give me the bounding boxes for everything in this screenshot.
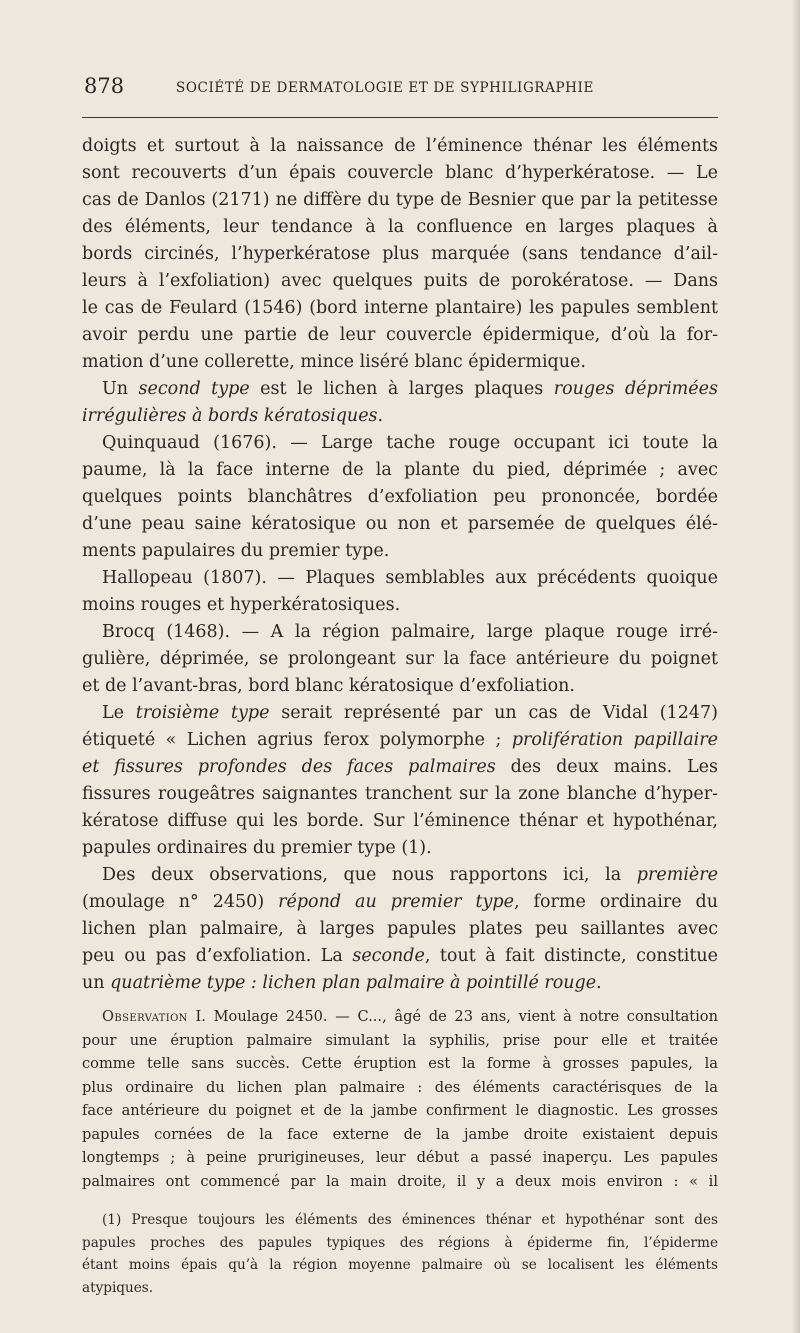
text-segment: fissures rougeâtres saignantes tranchent sur la zone blanche d’hyper- [82, 784, 718, 804]
text-segment: papules cornées de la face externe de la jambe droite existaient depuis [82, 1125, 718, 1143]
text-segment: . [596, 973, 602, 993]
text-line [82, 1232, 718, 1255]
italic-segment: rouges déprimées [553, 379, 718, 399]
text-line [82, 214, 718, 241]
text-line [82, 943, 718, 970]
text-line [82, 268, 718, 295]
text-line [82, 1146, 718, 1170]
text-segment: et de l’avant-bras, bord blanc kératosique d’exfoliation. [82, 676, 575, 696]
running-header [84, 74, 716, 104]
text-line [82, 1209, 718, 1232]
text-segment: bords circinés, l’hyperkératose plus marquée (sans tendance d’ail- [82, 244, 718, 264]
text-line [82, 1277, 718, 1300]
text-line [82, 1076, 718, 1100]
text-segment: ments papulaires du premier type. [82, 541, 390, 561]
text-segment: un [82, 973, 111, 993]
text-line [82, 1099, 718, 1123]
text-line [82, 835, 718, 862]
text-segment: paume, là la face interne de la plante du pied, déprimée ; avec [82, 460, 718, 480]
text-segment: des éléments, leur tendance à la confluence en larges plaques à [82, 217, 718, 237]
text-segment: étant moins épais qu’à la région moyenne palmaire où se localisent les éléments [82, 1257, 718, 1273]
text-segment: Un [102, 379, 139, 399]
text-segment: Quinquaud (1676). — Large tache rouge occupant ici toute la [102, 433, 718, 453]
text-line [82, 349, 718, 376]
text-line [82, 1170, 718, 1194]
text-line [82, 511, 718, 538]
page-edge-shadow [792, 0, 800, 1333]
text-line [82, 646, 718, 673]
observation-label: Observation [102, 1008, 188, 1025]
text-segment: moins rouges et hyperkératosiques. [82, 595, 401, 615]
text-line [82, 133, 718, 160]
italic-segment: première [636, 865, 718, 885]
text-line [82, 322, 718, 349]
text-segment: sont recouverts d’un épais couvercle blanc d’hyperkératose. — Le [82, 163, 718, 183]
text-segment: pour une éruption palmaire simulant la syphilis, prise pour elle et traitée [82, 1031, 718, 1049]
text-line [82, 538, 718, 565]
text-segment: papules proches des papules typiques des régions à épiderme fin, l’épiderme [82, 1234, 718, 1251]
running-title: SOCIÉTÉ DE DERMATOLOGIE ET DE SYPHILIGRAPHIE [176, 80, 594, 96]
italic-segment: et fissures profondes des faces palmaires [82, 757, 496, 777]
italic-segment: second type [138, 379, 250, 399]
text-segment: étiqueté « Lichen agrius ferox polymorphe ; [82, 730, 512, 750]
text-segment: comme telle sans succès. Cette éruption est la forme à grosses papules, la [82, 1055, 718, 1072]
text-segment: quelques points blanchâtres d’exfoliation peu prononcée, bordée [82, 487, 718, 507]
text-line [82, 781, 718, 808]
main-text [82, 133, 718, 997]
text-segment: . [377, 406, 384, 426]
header-rule [82, 117, 718, 118]
text-segment: plus ordinaire du lichen plan palmaire : des éléments caractérisques de la [82, 1078, 718, 1096]
text-segment: des deux mains. Les [495, 757, 719, 777]
text-line [82, 889, 718, 916]
text-line [82, 160, 718, 187]
text-segment: Brocq (1468). — A la région palmaire, large plaque rouge irré- [102, 622, 718, 642]
text-segment: palmaires ont commencé par la main droite, il y a deux mois environ : « il [82, 1172, 718, 1190]
text-line [82, 862, 718, 889]
text-line [82, 457, 718, 484]
italic-segment: irrégulières à bords kératosiques [82, 406, 378, 426]
text-segment: avoir perdu une partie de leur couvercle épidermique, d’où la for- [82, 325, 718, 345]
text-segment: leurs à l’exfoliation) avec quelques puits de porokératose. — Dans [82, 271, 718, 291]
text-segment: , tout à fait distincte, constitue [424, 946, 718, 966]
text-segment: papules ordinaires du premier type (1). [82, 838, 432, 858]
observation-lines [82, 1029, 718, 1194]
text-line [82, 295, 718, 322]
text-line [82, 727, 718, 754]
text-segment: gulière, déprimée, se prolongeant sur la face antérieure du poignet [82, 649, 718, 669]
text-line [82, 376, 718, 403]
text-segment: Le [102, 703, 136, 723]
text-line [82, 592, 718, 619]
text-line [82, 1005, 718, 1029]
text-segment: face antérieure du poignet et de la jambe confirment le diagnostic. Les grosses [82, 1102, 718, 1119]
text-line [82, 619, 718, 646]
text-line [82, 916, 718, 943]
text-segment: mation d’une collerette, mince liséré blanc épidermique. [82, 352, 586, 372]
text-segment: lichen plan palmaire, à larges papules plates peu saillantes avec [82, 919, 718, 939]
footnote [82, 1209, 718, 1299]
text-segment: doigts et surtout à la naissance de l’éminence thénar les éléments [82, 136, 718, 156]
text-line [82, 1123, 718, 1147]
text-segment: cas de Danlos (2171) ne diffère du type de Besnier que par la petitesse [82, 190, 718, 210]
text-line [82, 241, 718, 268]
text-line [82, 430, 718, 457]
italic-segment: répond au premier type [278, 892, 514, 912]
text-segment: serait représenté par un cas de Vidal (1247) [269, 703, 718, 723]
italic-segment: seconde [352, 946, 425, 966]
text-segment: I. Moulage 2450. — C..., âgé de 23 ans, vient à notre consultation [195, 1008, 718, 1025]
text-line [82, 754, 718, 781]
page-number: 878 [84, 74, 125, 98]
text-segment: kératose diffuse qui les borde. Sur l’éminence thénar et hypothénar, [82, 811, 718, 831]
text-line [82, 565, 718, 592]
text-line [82, 1052, 718, 1076]
text-segment: le cas de Feulard (1546) (bord interne plantaire) les papules semblent [82, 298, 718, 318]
text-line [82, 700, 718, 727]
text-segment: atypiques. [82, 1279, 154, 1296]
text-line [82, 403, 718, 430]
italic-segment: quatrième type : lichen plan palmaire à pointillé rouge [110, 973, 597, 993]
text-line [82, 187, 718, 214]
text-line [82, 1254, 718, 1277]
text-line [82, 673, 718, 700]
text-segment: Hallopeau (1807). — Plaques semblables aux précédents quoique [102, 568, 718, 588]
text-line [82, 484, 718, 511]
text-segment: peu ou pas d’exfoliation. La [82, 946, 353, 966]
observation-block [82, 1005, 718, 1193]
text-segment: (1) Presque toujours les éléments des éminences thénar et hypothénar sont des [102, 1212, 718, 1228]
text-segment: d’une peau saine kératosique ou non et parsemée de quelques élé- [82, 514, 718, 534]
text-segment: longtemps ; à peine prurigineuses, leur début a passé inaperçu. Les papules [82, 1149, 718, 1166]
text-line [82, 808, 718, 835]
text-line [82, 1029, 718, 1053]
text-segment: , forme ordinaire du [514, 892, 719, 912]
text-segment: (moulage n° 2450) [82, 892, 279, 912]
italic-segment: troisième type [135, 703, 270, 723]
text-line [82, 970, 718, 997]
italic-segment: prolifération papillaire [511, 730, 718, 750]
text-segment: Des deux observations, que nous rapportons ici, la [102, 865, 637, 885]
body-text [82, 133, 718, 1299]
text-segment: est le lichen à larges plaques [249, 379, 554, 399]
